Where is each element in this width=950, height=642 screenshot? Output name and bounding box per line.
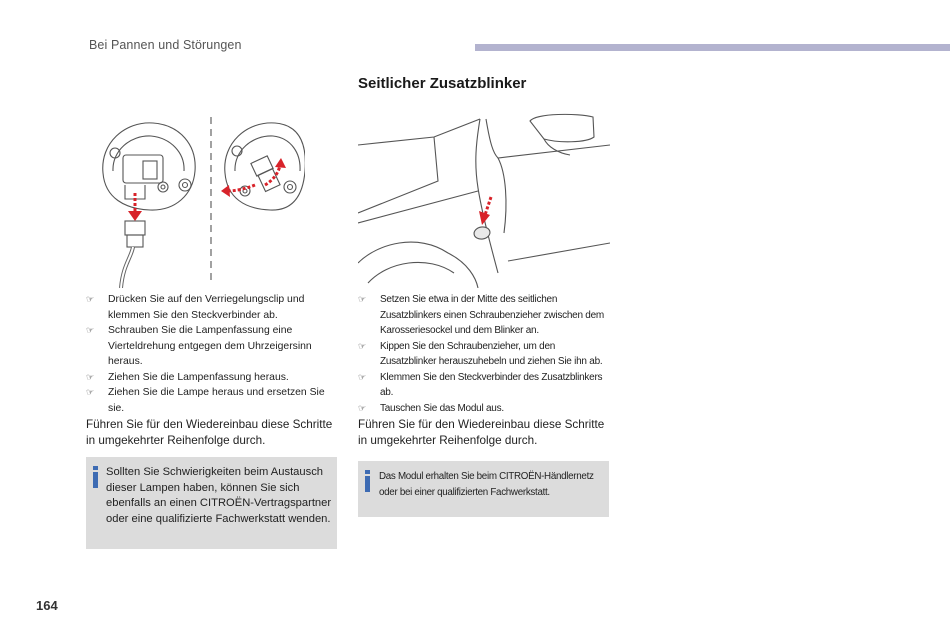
pointing-hand-icon: ☞ (86, 371, 95, 382)
running-header: Bei Pannen und Störungen (89, 38, 242, 52)
header-bar (475, 44, 950, 51)
pointing-hand-icon: ☞ (358, 371, 366, 382)
list-item: ☞ Ziehen Sie die Lampenfassung heraus. (86, 370, 338, 386)
pointing-hand-icon: ☞ (358, 340, 366, 351)
pointing-hand-icon: ☞ (86, 325, 95, 335)
pointing-hand-icon: ☞ (86, 294, 95, 304)
pointing-hand-icon: ☞ (358, 402, 366, 413)
pointing-hand-icon: ☞ (86, 387, 95, 397)
right-info-box (358, 461, 609, 517)
list-item: ☞ Kippen Sie den Schraubenzieher, um den Zusatzblinker herauszuhebeln und ziehen Sie ihn ab. (358, 340, 603, 367)
list-item: ☞ Ziehen Sie die Lampe heraus und ersetzen Sie sie. (86, 387, 325, 414)
list-item: ☞ Drücken Sie auf den Verriegelungsclip und klemmen Sie den Steckverbinder ab. (86, 294, 305, 321)
page-number: 164 (36, 598, 58, 613)
info-icon (365, 470, 370, 492)
section-title: Seitlicher Zusatzblinker (358, 75, 527, 92)
left-info-box (86, 457, 337, 549)
list-item: ☞ Klemmen Sie den Steckverbinder des Zusatzblinkers ab. (358, 371, 603, 398)
car-side-illustration (358, 113, 610, 288)
list-item: ☞ Tauschen Sie das Modul aus. (358, 401, 612, 417)
list-item: ☞ Setzen Sie etwa in der Mitte des seitlichen Zusatzblinkers einen Schraubenzieher zwischen dem Karosseriesockel und dem Blinker an. (358, 294, 604, 336)
right-steps-list (358, 292, 612, 416)
info-icon (93, 466, 98, 488)
right-reassembly-note: Führen Sie für den Wiedereinbau diese Schritte in umgekehrter Reihenfolge durch. (358, 418, 605, 447)
pointing-hand-icon: ☞ (358, 294, 366, 304)
right-info-text: Das Modul erhalten Sie beim CITROËN-Händlernetz oder bei einer qualifizierten Fachwerkstatt. (379, 471, 594, 498)
lamp-removal-illustration (95, 113, 305, 288)
left-info-text: Sollten Sie Schwierigkeiten beim Austausch dieser Lampen haben, können Sie sich ebenfalls an einen CITROËN-Vertragspartner oder eine qualifizierte Fachwerkstatt wenden. (106, 466, 332, 525)
left-steps-list (86, 292, 338, 416)
list-item: ☞ Schrauben Sie die Lampenfassung eine Vierteldrehung entgegen dem Uhrzeigersinn heraus. (86, 325, 312, 367)
left-reassembly-note: Führen Sie für den Wiedereinbau diese Schritte in umgekehrter Reihenfolge durch. (86, 418, 333, 447)
